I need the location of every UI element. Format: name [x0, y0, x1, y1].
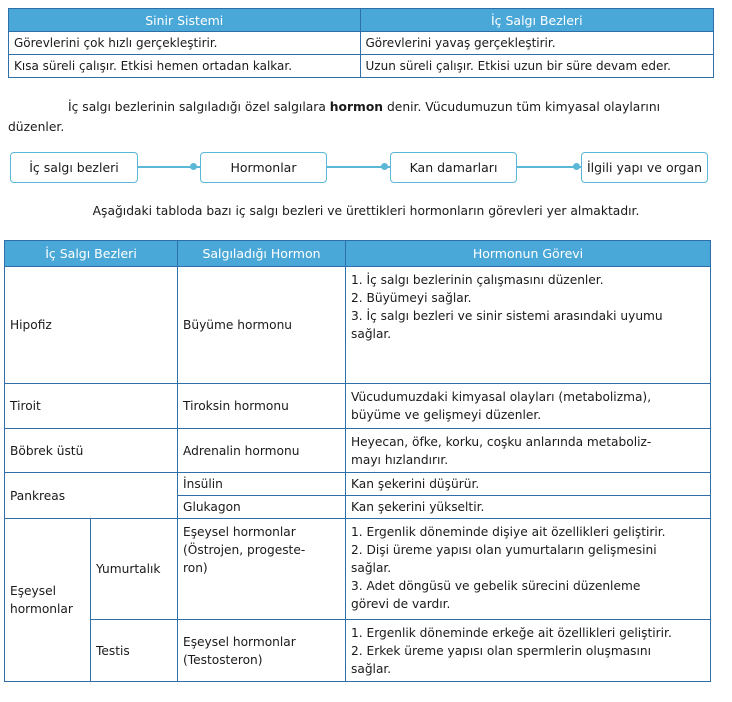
comparison-row [9, 32, 714, 55]
header-hormone: Salgıladığı Hormon [178, 241, 346, 267]
duty-line: Heyecan, öfke, korku, coşku anlarında metaboliz- [351, 434, 652, 449]
table-row [5, 519, 711, 620]
hormone-term: hormon [329, 100, 384, 114]
hormone-flow-diagram [0, 150, 732, 186]
duty-line: 1. İç salgı bezlerinin çalışmasını düzenler. [351, 273, 604, 287]
duty-line: Vücudumuzdaki kimyasal olayları (metabolizma), [351, 390, 652, 404]
hormone-line: (Östrojen, progeste- [183, 543, 306, 557]
flow-box-ic-salgi: İç salgı bezleri [10, 152, 138, 183]
duty-tiroit [346, 384, 711, 429]
cell: Görevlerini yavaş gerçekleştirir. [360, 32, 714, 55]
flow-box-kan-damarlari: Kan damarları [390, 152, 517, 183]
duty-line: görevi de vardır. [351, 597, 451, 611]
gland-hipofiz: Hipofiz [5, 267, 178, 384]
cell: Uzun süreli çalışır. Etkisi uzun bir süre devam eder. [360, 55, 714, 78]
flow-box-ilgili-yapi: İlgili yapı ve organ [581, 152, 708, 183]
flow-box-hormonlar: Hormonlar [200, 152, 327, 183]
header-duty: Hormonun Görevi [346, 241, 711, 267]
header-sinir-sistemi: Sinir Sistemi [9, 9, 361, 32]
duty-testis [346, 620, 711, 682]
duty-line: 1. Ergenlik döneminde erkeğe ait özellikleri geliştirir. [351, 626, 672, 640]
gland-yumurtalik: Yumurtalık [91, 519, 178, 620]
header-glands: İç Salgı Bezleri [5, 241, 178, 267]
duty-line: sağlar. [351, 561, 392, 575]
duty-line: 2. Erkek üreme yapısı olan spermlerin oluşmasını [351, 644, 652, 658]
hormone-line: ron) [183, 561, 208, 575]
hormone-buyume: Büyüme hormonu [178, 267, 346, 384]
gland-pankreas: Pankreas [5, 473, 178, 519]
duty-line: 2. Büyümeyi sağlar. [351, 291, 472, 305]
hormone-testosteron [178, 620, 346, 682]
paragraph-text: denir. Vücudumuzun tüm kimyasal olaylarını düzenler. [8, 100, 661, 134]
duty-glukagon: Kan şekerini yükseltir. [346, 496, 711, 519]
duty-bobrek-ustu [346, 429, 711, 473]
gland-eseysel-hormonlar [5, 519, 91, 682]
hormone-line: (Testosteron) [183, 652, 263, 667]
gland-tiroit: Tiroit [5, 384, 178, 429]
header-ic-salgi-bezleri: İç Salgı Bezleri [360, 9, 714, 32]
hormone-table [4, 240, 711, 682]
cell: Görevlerini çok hızlı gerçekleştirir. [9, 32, 361, 55]
hormone-tiroksin: Tiroksin hormonu [178, 384, 346, 429]
gland-label: hormonlar [10, 602, 73, 616]
duty-line: mayı hızlandırır. [351, 452, 449, 467]
duty-line: 3. Adet döngüsü ve gebelik sürecini düzenleme [351, 579, 641, 593]
duty-line: 3. İç salgı bezleri ve sinir sistemi arasındaki uyumu [351, 309, 663, 323]
duty-insulin: Kan şekerini düşürür. [346, 473, 711, 496]
hormone-line: Eşeysel hormonlar [183, 634, 296, 649]
duty-yumurtalik [346, 519, 711, 620]
hormone-adrenalin: Adrenalin hormonu [178, 429, 346, 473]
table-row [5, 384, 711, 429]
duty-line: büyüme ve gelişmeyi düzenler. [351, 408, 542, 422]
duty-line: 2. Dişi üreme yapısı olan yumurtaların gelişmesini [351, 543, 657, 557]
hormone-glukagon: Glukagon [178, 496, 346, 519]
gland-bobrek-ustu: Böbrek üstü [5, 429, 178, 473]
table-row [5, 429, 711, 473]
table-row [5, 473, 711, 496]
gland-label: Eşeysel [10, 584, 56, 598]
duty-line: 1. Ergenlik döneminde dişiye ait özellikleri geliştirir. [351, 525, 666, 539]
table-intro: Aşağıdaki tabloda bazı iç salgı bezleri ve ürettikleri hormonların görevleri yer almaktadır. [92, 204, 640, 218]
table-row [5, 620, 711, 682]
comparison-row [9, 55, 714, 78]
table-row [5, 267, 711, 384]
duty-line: sağlar. [351, 662, 392, 676]
flow-dot [381, 163, 388, 170]
hormone-line: Eşeysel hormonlar [183, 525, 296, 539]
hormone-definition-paragraph [8, 97, 716, 137]
duty-hipofiz [346, 267, 711, 384]
flow-dot [190, 163, 197, 170]
paragraph-text: İç salgı bezlerinin salgıladığı özel salgılara [68, 100, 330, 114]
hormone-insulin: İnsülin [178, 473, 346, 496]
cell: Kısa süreli çalışır. Etkisi hemen ortadan kalkar. [9, 55, 361, 78]
hormone-ostrojen [178, 519, 346, 620]
flow-connector [517, 166, 581, 168]
duty-line: sağlar. [351, 327, 392, 341]
flow-dot [573, 163, 580, 170]
gland-testis: Testis [91, 620, 178, 682]
comparison-table [8, 8, 714, 78]
